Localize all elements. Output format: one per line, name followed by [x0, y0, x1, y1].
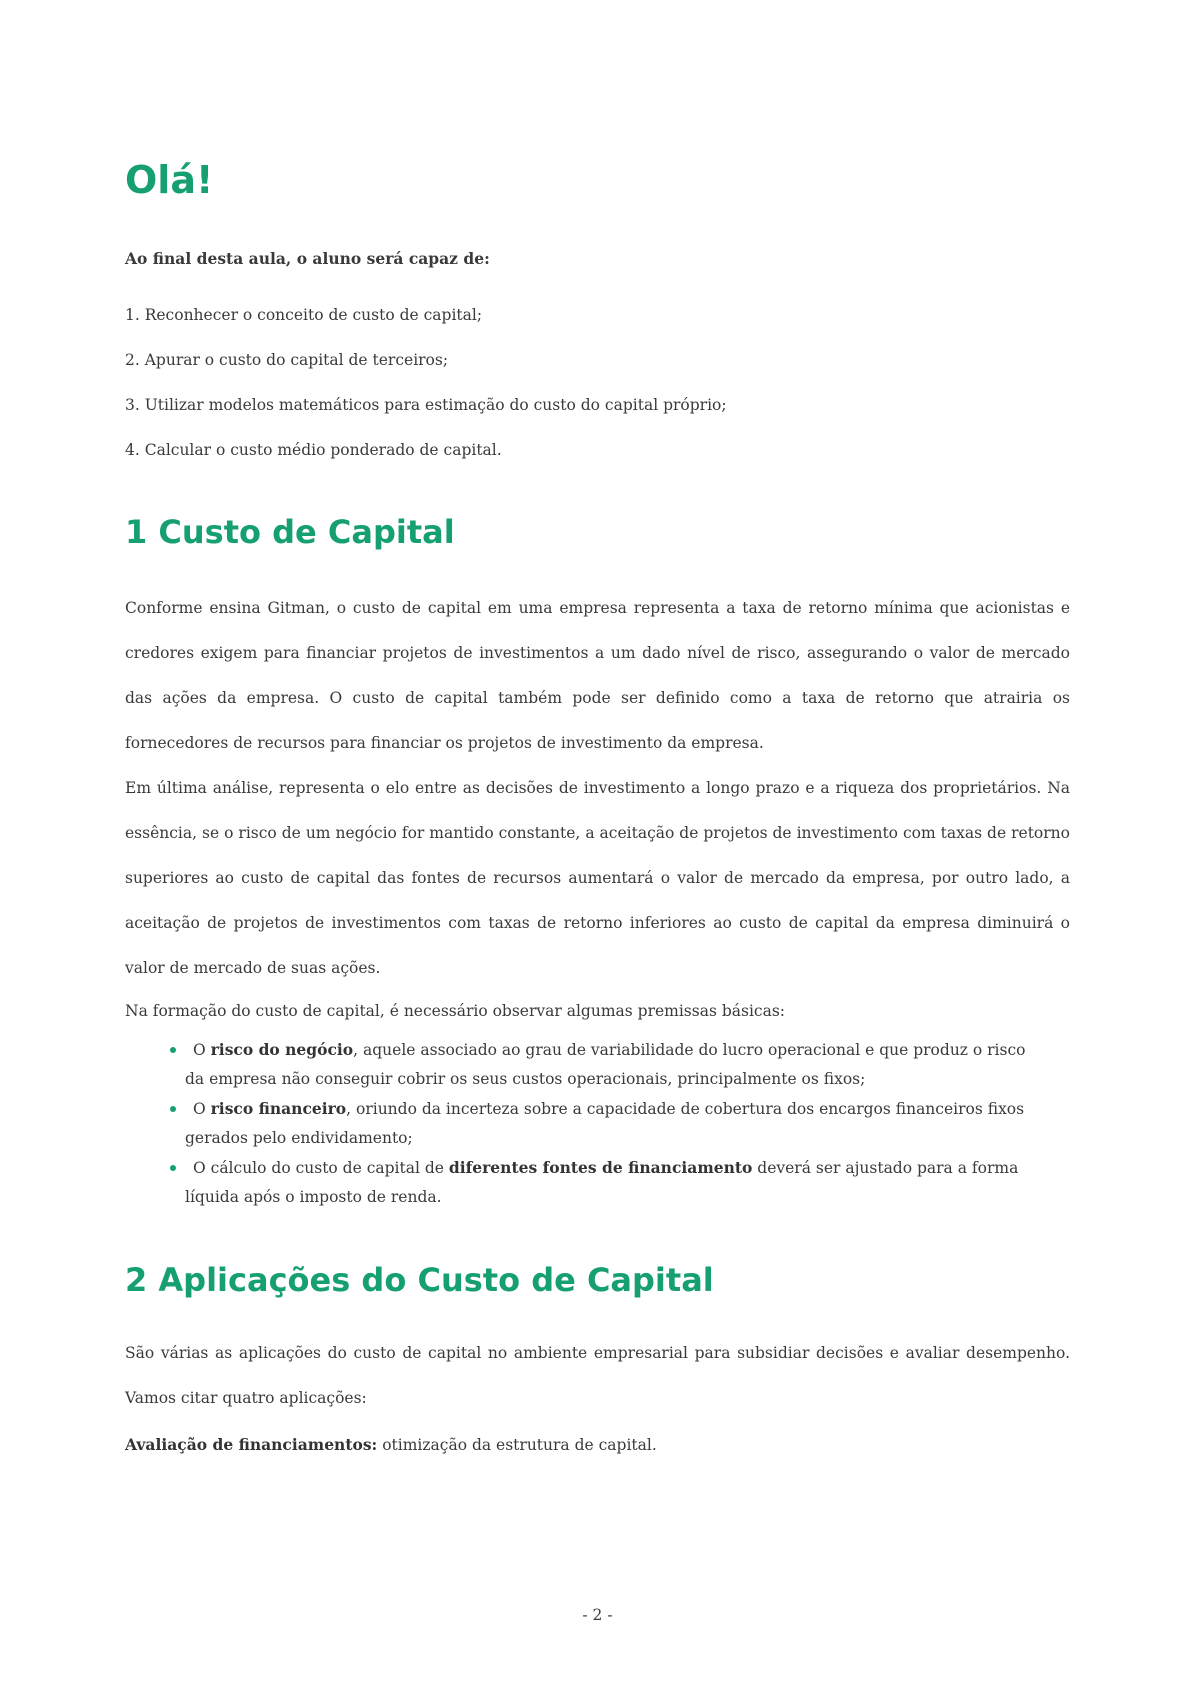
- premissa-item: [125, 1094, 1070, 1153]
- section-1-heading: 1 Custo de Capital: [125, 513, 455, 551]
- premissa-pre: O: [193, 1100, 211, 1118]
- objective-item: 4. Calcular o custo médio ponderado de capital.: [125, 441, 502, 459]
- premissa-item: [125, 1153, 1070, 1212]
- page-title: Olá!: [125, 158, 214, 202]
- objective-item: 2. Apurar o custo do capital de terceiros;: [125, 351, 449, 369]
- premissas-intro: Na formação do custo de capital, é necessário observar algumas premissas básicas:: [125, 1002, 786, 1020]
- page-number: - 2 -: [582, 1606, 613, 1624]
- section-1-paragraph-analysis: Em última análise, representa o elo entre as decisões de investimento a longo prazo e a riqueza dos proprietários. Na essência, se o risco de um negócio for mantido constante, a aceitação de projetos de investimento com taxas de retorno superiores ao custo de capital das fontes de recursos aumentará o valor de mercado da empresa, por outro lado, a aceitação de projetos de investimentos com taxas de retorno inferiores ao custo de capital da empresa diminuirá o valor de mercado de suas ações.: [125, 779, 1070, 977]
- objective-item: 3. Utilizar modelos matemáticos para estimação do custo do capital próprio;: [125, 396, 727, 414]
- premissa-item: [125, 1035, 1070, 1094]
- premissa-post: deverá ser ajustado para a forma: [752, 1159, 1019, 1177]
- premissa-pre: O cálculo do custo de capital de: [193, 1159, 449, 1177]
- bullet-dot-icon: [170, 1165, 176, 1171]
- premissa-cont: da empresa não conseguir cobrir os seus custos operacionais, principalmente os fixos;: [185, 1070, 866, 1088]
- premissa-post: , oriundo da incerteza sobre a capacidade de cobertura dos encargos financeiros fixos: [346, 1100, 1025, 1118]
- objectives-intro: Ao final desta aula, o aluno será capaz de:: [125, 249, 490, 268]
- premissa-pre: O: [193, 1041, 211, 1059]
- premissa-cont: gerados pelo endividamento;: [185, 1129, 413, 1147]
- evaluation-text: otimização da estrutura de capital.: [377, 1436, 657, 1454]
- section-1-paragraph-gitman: Conforme ensina Gitman, o custo de capital em uma empresa representa a taxa de retorno mínima que acionistas e credores exigem para financiar projetos de investimentos a um dado nível de risco, assegurando o valor de mercado das ações da empresa. O custo de capital também pode ser definido como a taxa de retorno que atrairia os fornecedores de recursos para financiar os projetos de investimento da empresa.: [125, 599, 1070, 752]
- objectives-list: [125, 293, 1070, 473]
- evaluation-label: Avaliação de financiamentos:: [125, 1435, 378, 1454]
- section-2-paragraph: São várias as aplicações do custo de capital no ambiente empresarial para subsidiar decisões e avaliar desempenho. Vamos citar quatro aplicações:: [125, 1344, 1070, 1407]
- premissa-cont: líquida após o imposto de renda.: [185, 1188, 442, 1206]
- objective-item: 1. Reconhecer o conceito de custo de capital;: [125, 306, 483, 324]
- document-page: [125, 0, 1070, 1684]
- bullet-dot-icon: [170, 1106, 176, 1112]
- bullet-dot-icon: [170, 1047, 176, 1053]
- premissas-list: [125, 1035, 1070, 1212]
- premissa-post: , aquele associado ao grau de variabilidade do lucro operacional e que produz o risco: [353, 1041, 1026, 1059]
- section-2-heading: 2 Aplicações do Custo de Capital: [125, 1261, 714, 1299]
- evaluation-line: [125, 1434, 1070, 1456]
- premissa-bold: risco do negócio: [210, 1040, 354, 1059]
- premissa-bold: risco financeiro: [210, 1099, 347, 1118]
- premissa-bold: diferentes fontes de financiamento: [448, 1158, 753, 1177]
